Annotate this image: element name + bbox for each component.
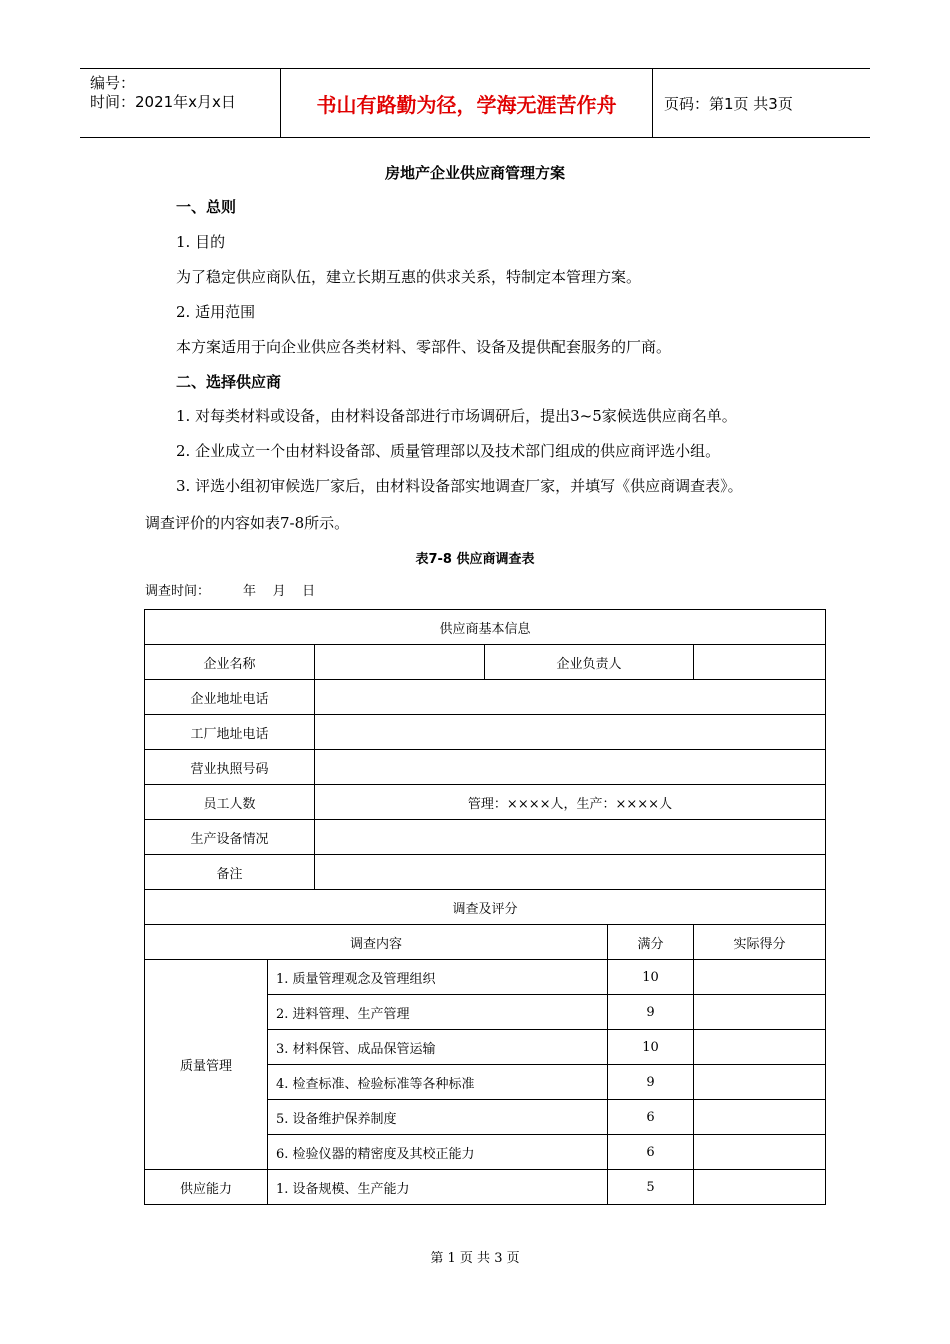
company-name-value[interactable] (315, 645, 485, 680)
table-row (145, 890, 826, 925)
basic-info-header: 供应商基本信息 (145, 610, 826, 645)
quality-item: 2. 进料管理、生产管理 (268, 995, 608, 1030)
factory-address-value[interactable] (315, 715, 826, 750)
quality-item: 4. 检查标准、检验标准等各种标准 (268, 1065, 608, 1100)
document-title: 房地产企业供应商管理方案 (384, 164, 565, 182)
table-row (145, 925, 826, 960)
quality-item-score: 10 (608, 960, 694, 995)
page-footer: 第 1 页 共 3 页 (430, 1251, 520, 1266)
col-content-header: 调查内容 (145, 925, 608, 960)
quality-item: 3. 材料保管、成品保管运输 (268, 1030, 608, 1065)
item-1-text: 为了稳定供应商队伍，建立长期互惠的供求关系，特制定本管理方案。 (176, 268, 642, 286)
staff-label: 员工人数 (145, 785, 315, 820)
supplier-survey-table (144, 609, 826, 1205)
quality-item-actual[interactable] (694, 1065, 826, 1100)
quality-item-score: 9 (608, 1065, 694, 1100)
time-label: 时间：2021年x月x日 (90, 93, 236, 111)
remark-value[interactable] (315, 855, 826, 890)
table-row (145, 855, 826, 890)
quality-item-score: 9 (608, 995, 694, 1030)
staff-value: 管理：××××人，生产：××××人 (315, 785, 826, 820)
header-page-info: 页码：第1页 共3页 (664, 94, 793, 113)
table-row (145, 960, 826, 995)
factory-address-label: 工厂地址电话 (145, 715, 315, 750)
item-2-title: 2. 适用范围 (176, 303, 256, 321)
supply-item-score: 5 (608, 1170, 694, 1205)
company-address-value[interactable] (315, 680, 826, 715)
quality-item-actual[interactable] (694, 995, 826, 1030)
supply-item-actual[interactable] (694, 1170, 826, 1205)
quality-item-actual[interactable] (694, 1100, 826, 1135)
table-row (145, 645, 826, 680)
table-row (145, 1170, 826, 1205)
equipment-value[interactable] (315, 820, 826, 855)
section-2-heading: 二、选择供应商 (176, 373, 282, 391)
col-full-header: 满分 (608, 925, 694, 960)
company-name-label: 企业名称 (145, 645, 315, 680)
table-row (145, 820, 826, 855)
supply-item: 1. 设备规模、生产能力 (268, 1170, 608, 1205)
company-leader-label: 企业负责人 (485, 645, 694, 680)
page-header (80, 68, 870, 138)
table-row (145, 750, 826, 785)
section-2-paragraph-3: 3. 评选小组初审候选厂家后，由材料设备部实地调查厂家，并填写《供应商调查表》。 (176, 477, 743, 495)
number-label: 编号： (90, 74, 136, 92)
supply-group-label: 供应能力 (145, 1170, 268, 1205)
section-1-heading: 一、总则 (176, 198, 237, 216)
header-motto: 书山有路勤为径，学海无涯苦作舟 (281, 69, 653, 137)
equipment-label: 生产设备情况 (145, 820, 315, 855)
quality-group-label: 质量管理 (145, 960, 268, 1170)
quality-item-actual[interactable] (694, 1030, 826, 1065)
section-2-paragraph-2: 2. 企业成立一个由材料设备部、质量管理部以及技术部门组成的供应商评选小组。 (176, 442, 721, 460)
quality-item-actual[interactable] (694, 1135, 826, 1170)
section-2-paragraph-3-cont: 调查评价的内容如表7-8所示。 (145, 514, 350, 532)
col-actual-header: 实际得分 (694, 925, 826, 960)
table-row (145, 785, 826, 820)
company-address-label: 企业地址电话 (145, 680, 315, 715)
license-value[interactable] (315, 750, 826, 785)
table-row (145, 715, 826, 750)
quality-item-actual[interactable] (694, 960, 826, 995)
table-row (145, 610, 826, 645)
quality-item: 1. 质量管理观念及管理组织 (268, 960, 608, 995)
survey-time-label: 调查时间： 年 月 日 (145, 584, 316, 599)
item-1-title: 1. 目的 (176, 233, 226, 251)
item-2-text: 本方案适用于向企业供应各类材料、零部件、设备及提供配套服务的厂商。 (176, 338, 672, 356)
survey-header: 调查及评分 (145, 890, 826, 925)
quality-item-score: 6 (608, 1135, 694, 1170)
section-2-paragraph-1: 1. 对每类材料或设备，由材料设备部进行市场调研后，提出3~5家候选供应商名单。 (176, 407, 737, 425)
quality-item: 6. 检验仪器的精密度及其校正能力 (268, 1135, 608, 1170)
table-caption: 表7-8 供应商调查表 (415, 552, 535, 567)
license-label: 营业执照号码 (145, 750, 315, 785)
remark-label: 备注 (145, 855, 315, 890)
quality-item-score: 6 (608, 1100, 694, 1135)
table-row (145, 680, 826, 715)
quality-item-score: 10 (608, 1030, 694, 1065)
company-leader-value[interactable] (694, 645, 826, 680)
header-meta (80, 69, 281, 137)
quality-item: 5. 设备维护保养制度 (268, 1100, 608, 1135)
